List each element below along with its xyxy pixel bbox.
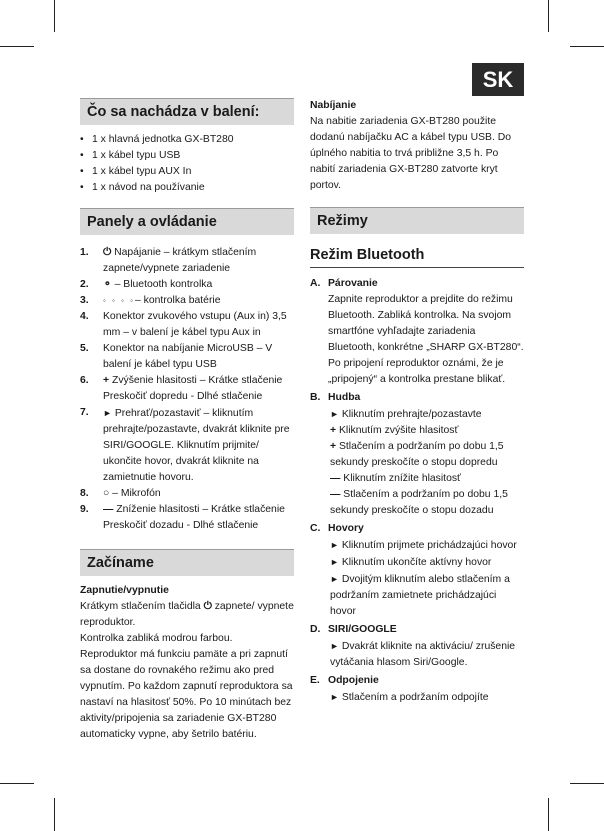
item-text: Konektor na nabíjanie MicroUSB – V balení je kábel typu USB [103,343,273,370]
minus-icon: — [330,473,341,484]
paragraph [80,599,294,631]
item-text: – kontrolka batérie [135,295,221,306]
section-calls [310,521,524,620]
plus-icon: + [330,425,337,436]
play-icon: ► [330,692,339,702]
paragraph: Na nabitie zariadenia GX-BT280 použite dodanú nabíjačku AC a kábel typu USB. Do úplného nabitia to trvá približne 3,5 h. Po nabití zariadenia GX-BT280 zatvorte kryt portov. [310,116,512,191]
getting-started-heading: Začíname [80,549,294,576]
list-item [80,405,294,486]
item-number: 4. [80,311,89,322]
section-title: Párovanie [328,278,378,289]
plus-icon: + [103,375,110,386]
item-text-extra: Preskočiť dozadu - Dlhé stlačenie [103,520,259,531]
paragraph-text: Krátkym stlačením tlačidla [80,601,201,612]
section-letter: B. [310,392,321,403]
list-item [80,245,294,277]
box-contents-list [80,132,294,196]
item-number: 2. [80,279,89,290]
item-text: Napájanie – krátkym stlačením zapnete/vypnete zariadenie [103,247,257,274]
crop-mark [548,0,549,32]
section-disconnect [310,673,524,706]
charging-subheading: Nabíjanie [310,100,357,111]
panels-heading: Panely a ovládanie [80,208,294,235]
section-line [328,439,524,471]
item-number: 1. [80,247,89,258]
crop-mark [0,783,34,784]
item-number: 3. [80,295,89,306]
section-line [328,487,524,519]
crop-mark [54,0,55,32]
paragraph: Kontrolka zabliká modrou farbou. [80,633,233,644]
list-item: • 1 x kábel typu AUX In [80,164,294,180]
crop-mark [548,798,549,831]
section-line [328,689,524,706]
play-icon: ► [330,557,339,567]
section-siri-google [310,622,524,671]
bluetooth-mode-heading: Režim Bluetooth [310,244,524,268]
section-line [328,423,524,439]
paragraph-text: zapnete/ vypnete reproduktor. [80,601,294,628]
list-item [80,502,294,534]
section-letter: C. [310,523,321,534]
section-line [328,471,524,487]
section-line [328,537,524,554]
section-line [328,554,524,571]
crop-mark [0,46,34,47]
item-number: 9. [80,504,89,515]
box-contents-heading: Čo sa nachádza v balení: [80,98,294,125]
item-number: 8. [80,488,89,499]
power-icon: ⏻ [203,601,212,612]
item-number: 5. [80,343,89,354]
item-text: Zníženie hlasitosti – Krátke stlačenie [116,504,285,515]
line-text: Kliknutím prehrajte/pozastavte [341,409,482,420]
list-item [80,373,294,405]
play-icon: ► [330,574,339,584]
language-tab: SK [472,63,524,96]
section-line [328,571,524,620]
line-text: Stlačením a podržaním po dobu 1,5 sekundy preskočíte o stopu dozadu [330,489,508,516]
section-title: SIRI/GOOGLE [328,624,397,635]
section-line [328,638,524,671]
section-line [328,406,524,423]
line-text: Kliknutím prijmete prichádzajúci hovor [341,540,517,551]
section-letter: A. [310,278,321,289]
list-item: • 1 x návod na používanie [80,180,294,196]
item-number: 6. [80,375,89,386]
minus-icon: — [103,504,114,515]
minus-icon: — [330,489,341,500]
item-text: Konektor zvukového vstupu (Aux in) 3,5 mm – v balení je kábel typu Aux in [103,311,287,338]
item-text: – Mikrofón [109,488,161,499]
bluetooth-led-icon: ⚬ [103,279,112,290]
plus-icon: + [330,441,337,452]
paragraph: Reproduktor má funkciu pamäte a pri zapnutí sa dostane do rovnakého režimu ako pred vypnutím. Po každom zapnutí reproduktora sa nastaví na hlasitosť 50%. Po 10 minútach bez aktivity/pripojenia sa zariadenie GX-BT280 automaticky vypne, aby šetrilo batériu. [80,649,293,740]
list-item [80,341,294,373]
crop-mark [54,798,55,831]
line-text: Kliknutím ukončíte aktívny hovor [341,557,492,568]
item-text-extra: Preskočiť dopredu - Dlhé stlačenie [103,391,263,402]
line-text: Stlačením a podržaním po dobu 1,5 sekundy preskočíte o stopu dopredu [330,441,504,468]
section-text: Zapnite reproduktor a prejdite do režimu Bluetooth. Zabliká kontrolka. Na svojom smartfóne vyhľadajte zariadenia Bluetooth, konkrétne „SHARP GX-BT280“. Po pripojení reproduktor oznámi, že je „pripojený“ a kontrolka prestane blikať. [328,294,524,385]
line-text: Dvojitým kliknutím alebo stlačením a podržaním zamietnete prichádzajúci hovor [330,574,510,617]
line-text: Dvakrát kliknite na aktiváciu/ zrušenie vytáčania hlasom Siri/Google. [330,641,516,668]
modes-heading: Režimy [310,207,524,234]
item-text: Zvýšenie hlasitosti – Krátke stlačenie [111,375,283,386]
panels-list [80,245,294,534]
line-text: Kliknutím znížite hlasitosť [343,473,461,484]
item-number: 7. [80,407,89,418]
bluetooth-sections [310,276,524,706]
list-item: • 1 x kábel typu USB [80,148,294,164]
section-letter: E. [310,675,320,686]
play-icon: ► [330,540,339,550]
play-icon: ► [103,408,112,418]
section-music [310,390,524,519]
microphone-icon: ○ [103,488,110,499]
section-letter: D. [310,624,321,635]
list-item [80,309,294,341]
right-column [310,98,524,706]
power-icon: ⏻ [103,247,112,258]
item-text: – Bluetooth kontrolka [111,279,213,290]
list-item [80,486,294,502]
section-title: Hovory [328,523,364,534]
play-icon: ► [330,409,339,419]
left-column [80,98,294,743]
power-subheading: Zapnutie/vypnutie [80,585,169,596]
list-item: • 1 x hlavná jednotka GX-BT280 [80,132,294,148]
section-title: Odpojenie [328,675,379,686]
line-text: Stlačením a podržaním odpojíte [341,692,489,703]
line-text: Kliknutím zvýšite hlasitosť [338,425,459,436]
item-text: Prehrať/pozastaviť – kliknutím prehrajte/pozastavte, dvakrát kliknite pre SIRI/GOOGLE. Kliknutím prijmite/ ukončite hovor, dvakrát kliknite na zamietnutie hovoru. [103,408,290,483]
play-icon: ► [330,641,339,651]
list-item [80,293,294,309]
crop-mark [570,46,604,47]
battery-led-icon: ◦ ◦ ◦ ◦ [103,296,136,305]
section-title: Hudba [328,392,361,403]
list-item [80,277,294,293]
section-pairing [310,276,524,388]
crop-mark [570,783,604,784]
